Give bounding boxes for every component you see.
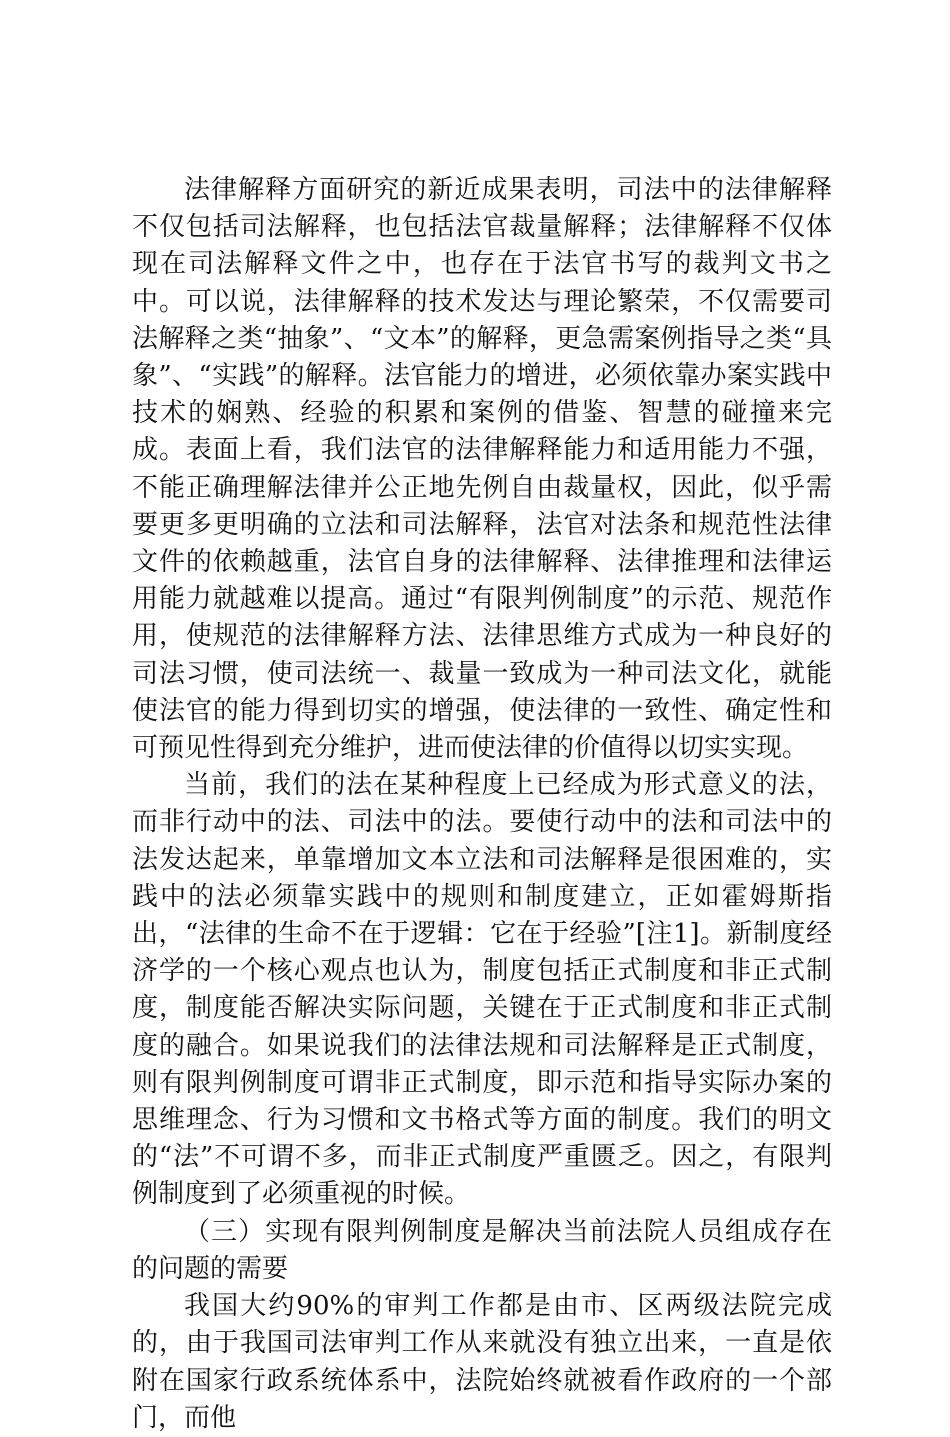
document-body: [132, 172, 832, 1437]
section-heading: （三）实现有限判例制度是解决当前法院人员组成存在的问题的需要: [132, 1216, 832, 1284]
paragraph-3: 我国大约90%的审判工作都是由市、区两级法院完成的，由于我国司法审判工作从来就没有独立出来，一直是依附在国家行政系统体系中，法院始终就被看作政府的一个部门，而他: [132, 1291, 832, 1433]
paragraph-1: 法律解释方面研究的新近成果表明，司法中的法律解释不仅包括司法解释，也包括法官裁量解释；法律解释不仅体现在司法解释文件之中，也存在于法官书写的裁判文书之中。可以说，法律解释的技术发达与理论繁荣，不仅需要司法解释之类“抽象”、“文本”的解释，更急需案例指导之类“具象”、“实践”的解释。法官能力的增进，必须依靠办案实践中技术的娴熟、经验的积累和案例的借鉴、智慧的碰撞来完成。表面上看，我们法官的法律解释能力和适用能力不强，不能正确理解法律并公正地先例自由裁量权，因此，似乎需要更多更明确的立法和司法解释，法官对法条和规范性法律文件的依赖越重，法官自身的法律解释、法律推理和法律运用能力就越难以提高。通过“有限判例制度”的示范、规范作用，使规范的法律解释方法、法律思维方式成为一种良好的司法习惯，使司法统一、裁量一致成为一种司法文化，就能使法官的能力得到切实的增强，使法律的一致性、确定性和可预见性得到充分维护，进而使法律的价值得以切实实现。: [132, 175, 832, 764]
paragraph-2: 当前，我们的法在某种程度上已经成为形式意义的法，而非行动中的法、司法中的法。要使行动中的法和司法中的法发达起来，单靠增加文本立法和司法解释是很困难的，实践中的法必须靠实践中的规则和制度建立，正如霍姆斯指出，“法律的生命不在于逻辑：它在于经验”[注1]。新制度经济学的一个核心观点也认为，制度包括正式制度和非正式制度，制度能否解决实际问题，关键在于正式制度和非正式制度的融合。如果说我们的法律法规和司法解释是正式制度，则有限判例制度可谓非正式制度，即示范和指导实际办案的思维理念、行为习惯和文书格式等方面的制度。我们的明文的“法”不可谓不多，而非正式制度严重匮乏。因之，有限判例制度到了必须重视的时候。: [132, 770, 832, 1210]
